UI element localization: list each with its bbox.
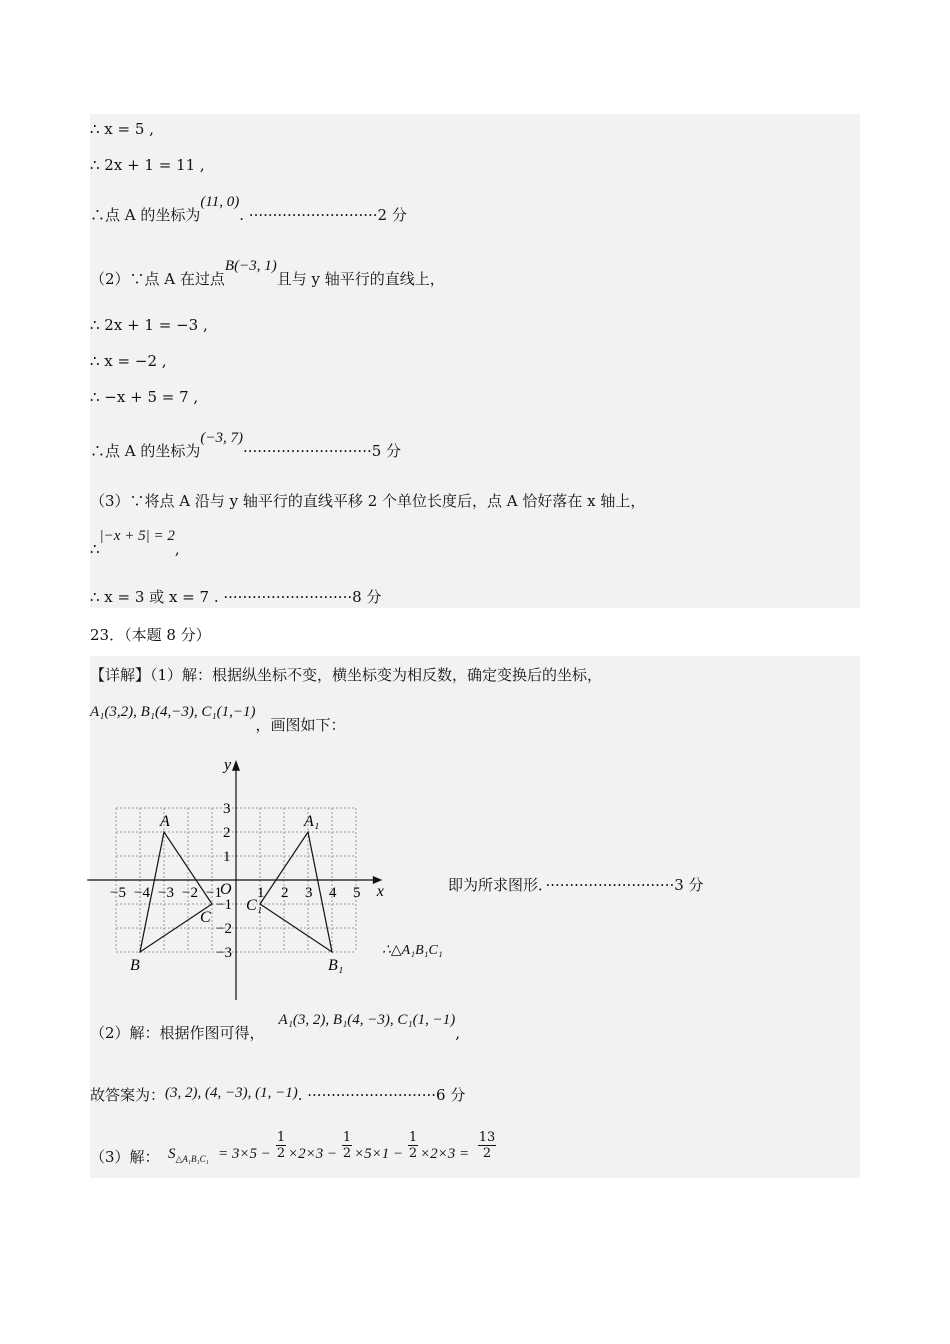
- therefore-symbol: ∴: [90, 540, 100, 558]
- text: 且与 y 轴平行的直线上，: [276, 270, 445, 288]
- triangle-a1b1c1: [260, 832, 332, 952]
- fraction-2: [342, 1130, 352, 1161]
- x-tick-label: 2: [281, 885, 289, 901]
- score-dots: . ···························2 分: [239, 206, 407, 224]
- line-transformed-coords: [90, 704, 346, 735]
- denominator: 2: [342, 1146, 352, 1161]
- triangle-label: ∴△A₁B₁C₁: [382, 943, 443, 958]
- score-dots: . ···························6 分: [297, 1086, 466, 1104]
- line-detail-intro: 【详解】（1）解：根据纵坐标不变，横坐标变为相反数，确定变换后的坐标，: [90, 666, 603, 684]
- x-tick-label: 3: [305, 885, 313, 901]
- x-tick-label: −3: [158, 885, 174, 901]
- x-axis-label: x: [376, 883, 384, 900]
- y-tick-label: 1: [223, 849, 231, 865]
- line-part-3-intro: （3）∵将点 A 沿与 y 轴平行的直线平移 2 个单位长度后，点 A 恰好落在 x 轴上，: [90, 492, 646, 510]
- line-x-eq-5: ∴ x = 5 ,: [90, 120, 154, 138]
- text: ∴点 A 的坐标为: [90, 206, 201, 224]
- denominator: 2: [276, 1146, 286, 1161]
- x-tick-label: −1: [206, 885, 222, 901]
- formula-part: ×2×3 −: [288, 1146, 338, 1162]
- line-point-a-coord-2: [90, 430, 402, 461]
- vertex-label-b1: B₁: [328, 957, 344, 974]
- formula-part: ×5×1 −: [354, 1146, 404, 1162]
- solution-block-22: [90, 114, 860, 608]
- y-tick-label: −1: [216, 897, 232, 913]
- result-fraction: [478, 1130, 496, 1161]
- text: 故答案为：: [90, 1086, 166, 1104]
- line-part-2-intro: [90, 258, 445, 289]
- formula-part: ×2×3 =: [420, 1146, 470, 1162]
- line-2x-plus-1-eq-neg3: ∴ 2x + 1 = −3 ,: [90, 316, 208, 334]
- question-23-heading: 23．（本题 8 分）: [90, 626, 211, 644]
- vertex-label-c1: C₁: [246, 897, 263, 914]
- y-axis-arrow: [232, 760, 240, 771]
- score-dots: ···························5 分: [243, 442, 402, 460]
- denominator: 2: [482, 1146, 492, 1161]
- text: （2）∵点 A 在过点: [90, 270, 225, 288]
- line-point-a-coord-1: [90, 194, 407, 225]
- coordinate-graph: [90, 756, 390, 974]
- numerator: 1: [276, 1130, 286, 1145]
- vertex-label-a1: A₁: [304, 813, 320, 830]
- x-tick-label: 1: [257, 885, 265, 901]
- line-x-eq-neg2: ∴ x = −2 ,: [90, 352, 167, 370]
- vertex-label-c: C: [200, 909, 211, 926]
- s-symbol: S: [168, 1146, 176, 1162]
- denominator: 2: [408, 1146, 418, 1161]
- text: ∴点 A 的坐标为: [90, 442, 201, 460]
- y-axis-label: y: [224, 756, 232, 774]
- math-expression: (−3, 7): [200, 430, 243, 446]
- origin-label: O: [220, 881, 232, 898]
- numerator: 1: [342, 1130, 352, 1145]
- area-symbol: [168, 1146, 209, 1165]
- line-answer-summary: [90, 1084, 465, 1105]
- y-tick-label: −3: [216, 945, 232, 961]
- math-expression: A₁(3, 2), B₁(4, −3), C₁(1, −1): [278, 1012, 456, 1028]
- y-tick-label: 3: [223, 801, 231, 817]
- math-expression: |−x + 5| = 2: [99, 528, 175, 544]
- x-tick-label: 5: [353, 885, 361, 901]
- graph-caption: 即为所求图形．···························3 分: [448, 876, 704, 894]
- x-tick-label: 4: [329, 885, 337, 901]
- vertex-label-a: A: [160, 813, 170, 830]
- x-tick-label: −5: [110, 885, 126, 901]
- text: ,: [174, 540, 180, 558]
- x-tick-label: −2: [182, 885, 198, 901]
- fraction-3: [408, 1130, 418, 1161]
- text: （3）解：: [90, 1148, 160, 1166]
- y-tick-label: −2: [216, 921, 232, 937]
- solution-block-23: [90, 656, 860, 1178]
- line-abs-equation: [90, 528, 180, 559]
- text: （2）解：根据作图可得，: [90, 1024, 265, 1042]
- math-expression: (11, 0): [200, 194, 240, 210]
- formula-part: = 3×5 −: [218, 1146, 271, 1162]
- line-neg-x-plus-5-eq-7: ∴ −x + 5 = 7 ,: [90, 388, 199, 406]
- numerator: 13: [478, 1130, 496, 1145]
- fraction-1: [276, 1130, 286, 1161]
- math-expression: A₁(3,2), B₁(4,−3), C₁(1,−1): [90, 704, 256, 720]
- text: ,: [455, 1024, 461, 1042]
- y-tick-label: 2: [223, 825, 231, 841]
- line-x-eq-3-or-7: ∴ x = 3 或 x = 7 . ···························8 分: [90, 588, 382, 606]
- s-subscript: △A₁B₁C₁: [175, 1154, 209, 1164]
- line-2x-plus-1-eq-11: ∴ 2x + 1 = 11 ,: [90, 156, 205, 174]
- graph-labels: [110, 757, 384, 974]
- x-tick-label: −4: [134, 885, 150, 901]
- math-expression: B(−3, 1): [224, 258, 277, 274]
- line-part-2-answer: [90, 1012, 461, 1043]
- triangle-abc: [140, 832, 212, 952]
- text: ，画图如下：: [255, 716, 346, 734]
- math-expression: (3, 2), (4, −3), (1, −1): [165, 1085, 298, 1101]
- vertex-label-b: B: [130, 957, 140, 974]
- numerator: 1: [408, 1130, 418, 1145]
